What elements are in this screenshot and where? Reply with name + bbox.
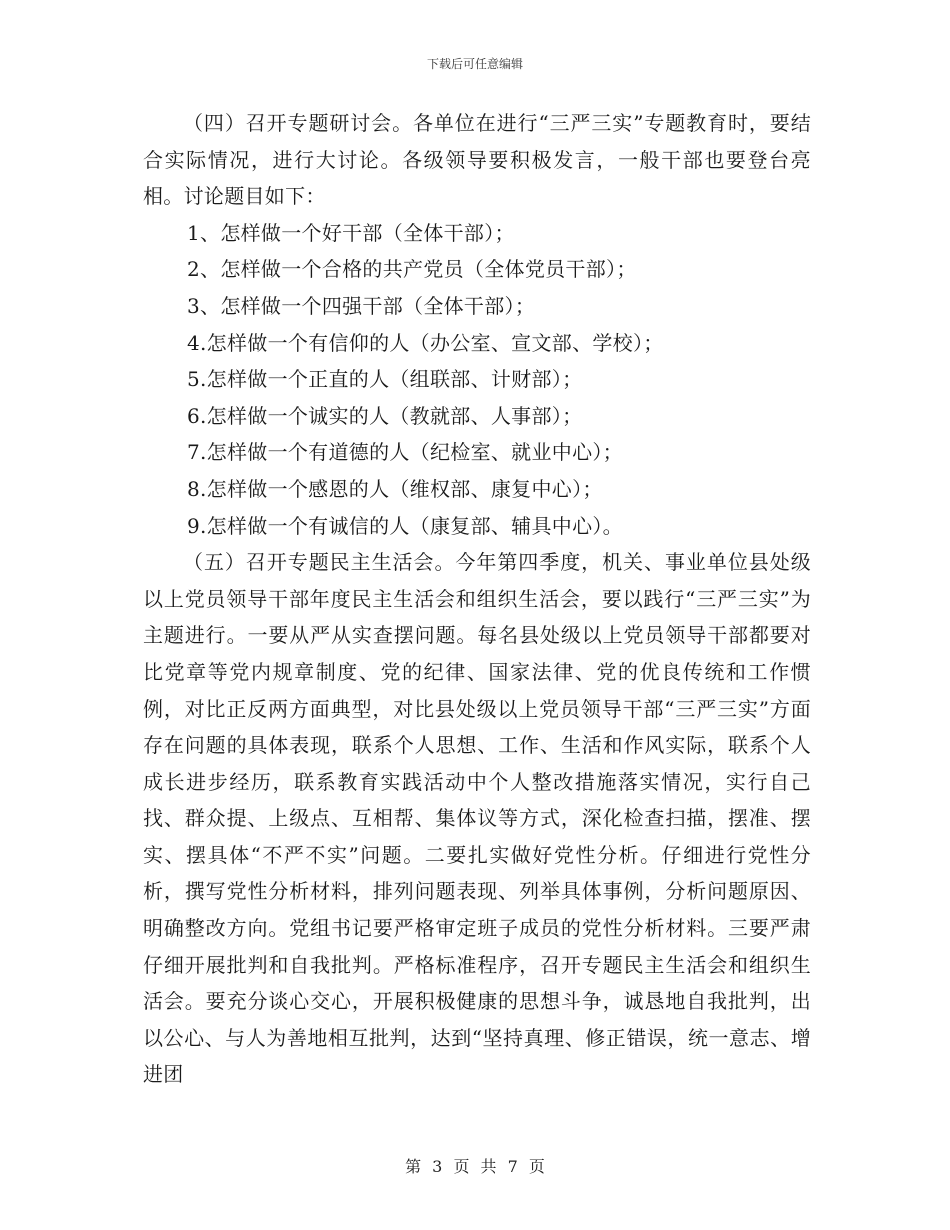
list-item: 4.怎样做一个有信仰的人（办公室、宣文部、学校）；: [187, 330, 664, 355]
section-4-paragraph: （四）召开专题研讨会。各单位在进行“三严三实”专题教育时，要结合实际情况，进行大讨论。各级领导要积极发言，一般干部也要登台亮相。讨论题目如下：: [143, 111, 811, 209]
list-item: 1、怎样做一个好干部（全体干部）；: [187, 220, 515, 245]
list-item: 2、怎样做一个合格的共产党员（全体党员干部）；: [187, 257, 637, 282]
document-body: [143, 105, 811, 1093]
list-item: 7.怎样做一个有道德的人（纪检室、就业中心）；: [187, 440, 623, 465]
list-item: 9.怎样做一个有诚信的人（康复部、辅具中心）。: [187, 513, 623, 538]
list-item: 6.怎样做一个诚实的人（教就部、人事部）；: [187, 403, 583, 428]
page-number-footer: 第 3 页 共 7 页: [405, 1157, 545, 1176]
list-item: 5.怎样做一个正直的人（组联部、计财部）；: [187, 367, 583, 392]
section-5-paragraph: （五）召开专题民主生活会。今年第四季度，机关、事业单位县处级以上党员领导干部年度民主生活会和组织生活会，要以践行“三严三实”为主题进行。一要从严从实查摆问题。每名县处级以上党员领导干部都要对比党章等党内规章制度、党的纪律、国家法律、党的优良传统和工作惯例，对比正反两方面典型，对比县处级以上党员领导干部“三严三实”方面存在问题的具体表现，联系个人思想、工作、生活和作风实际，联系个人成长进步经历，联系教育实践活动中个人整改措施落实情况，实行自己找、群众提、上级点、互相帮、集体议等方式，深化检查扫描，摆准、摆实、摆具体“不严不实”问题。二要扎实做好党性分析。仔细进行党性分析，撰写党性分析材料，排列问题表现、列举具体事例，分析问题原因、明确整改方向。党组书记要严格审定班子成员的党性分析材料。三要严肃仔细开展批判和自我批判。严格标准程序，召开专题民主生活会和组织生活会。要充分谈心交心，开展积极健康的思想斗争，诚恳地自我批判，出以公心、与人为善地相互批判，达到“坚持真理、修正错误，统一意志、增进团: [143, 550, 811, 1087]
page-header-note: 下载后可任意编辑: [426, 57, 523, 71]
discussion-topic-list: [143, 215, 811, 544]
list-item: 8.怎样做一个感恩的人（维权部、康复中心）；: [187, 476, 603, 501]
list-item: 3、怎样做一个四强干部（全体干部）；: [187, 293, 536, 318]
